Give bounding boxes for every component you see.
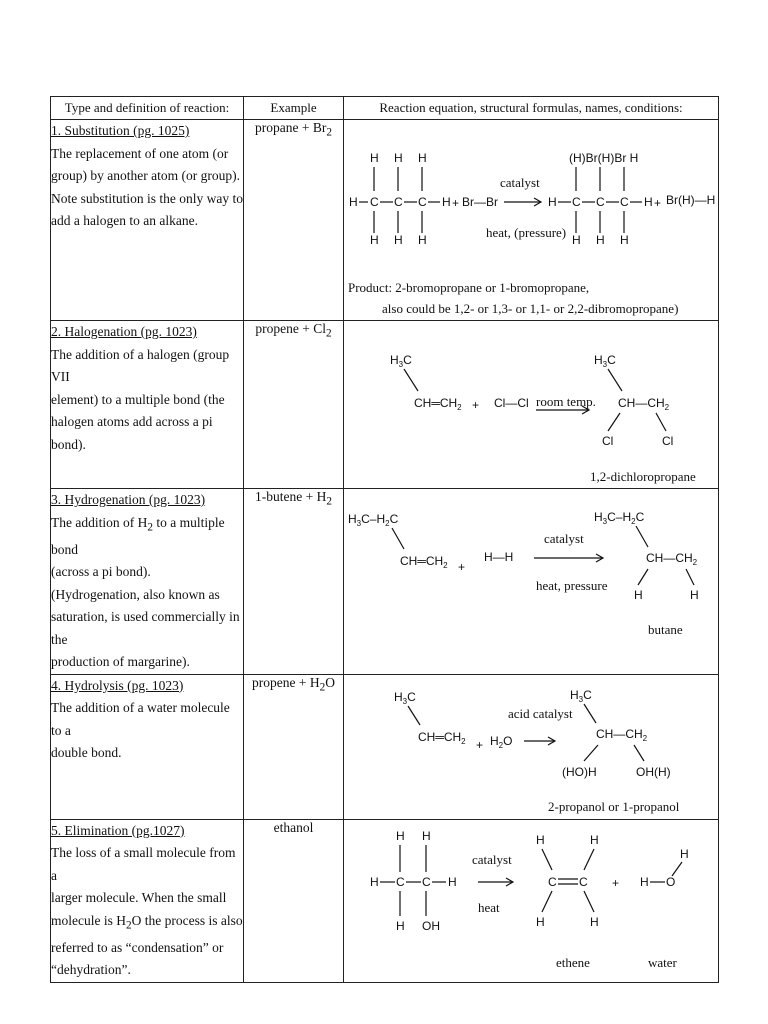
- svg-text:H: H: [536, 832, 545, 847]
- svg-text:H: H: [680, 846, 689, 861]
- definition-line: The addition of a halogen (group VII: [51, 346, 230, 384]
- propane-structure: [349, 151, 451, 247]
- example-cell: 1-butene + $H_2$: [244, 489, 344, 675]
- product-line-2: also could be 1,2- or 1,3- or 1,1- or 2,2-dibromopropane): [382, 301, 679, 316]
- definition-line: production of margarine).: [51, 654, 190, 670]
- svg-text:H: H: [418, 233, 427, 247]
- equation-cell: [344, 819, 719, 982]
- substituent-left: Cl: [602, 434, 614, 448]
- product-name: 2-propanol or 1-propanol: [548, 798, 680, 814]
- definition-line: (across a pi bond).: [51, 564, 151, 580]
- svg-text:O: O: [666, 874, 676, 889]
- reaction-title: 3. Hydrogenation (pg. 1023): [51, 492, 206, 507]
- reactant2: Br—Br: [462, 195, 498, 209]
- svg-text:H3C: $H_3C$: [390, 353, 412, 369]
- definition-line: The addition of $H_2$ to a multiple bond: [51, 514, 225, 557]
- example-cell: propene + $H_2O$: [244, 674, 344, 819]
- plus-sign: +: [612, 875, 620, 890]
- svg-text:H: H: [640, 874, 649, 889]
- definition-line: referred to as “condensation” or: [51, 939, 224, 955]
- svg-text:H3C: $H_3C$: [394, 689, 416, 706]
- definition-line: group) by another atom (or group).: [51, 168, 240, 183]
- definition-line: saturation, is used commercially in the: [51, 609, 240, 647]
- substituent-left: H: [634, 588, 643, 602]
- condition-top: catalyst: [544, 531, 584, 546]
- product-name: butane: [648, 622, 683, 637]
- condition-bottom: heat, pressure: [536, 578, 608, 593]
- equation-cell: [344, 674, 719, 819]
- plus-sign: +: [452, 196, 460, 210]
- row-hydrogenation: [51, 489, 719, 675]
- svg-text:C: C: [370, 195, 379, 209]
- row-elimination: [51, 819, 719, 982]
- svg-text:H: H: [418, 151, 427, 165]
- svg-text:H: H: [620, 233, 629, 247]
- svg-text:H: H: [370, 151, 379, 165]
- definition-cell: [51, 674, 244, 819]
- definition-line: halogen atoms add across a pi bond).: [51, 414, 213, 452]
- condition-top: catalyst: [472, 851, 512, 867]
- svg-text:H: H: [422, 828, 431, 843]
- plus-sign: +: [476, 737, 484, 752]
- svg-text:H3C: $H_3C$: [570, 687, 592, 704]
- plus-sign: +: [458, 560, 466, 574]
- hydrolysis-equation: [344, 675, 718, 819]
- svg-text:H: H: [442, 195, 451, 209]
- hydrogenation-equation: [344, 489, 718, 642]
- svg-text:CH═CH2: $CH═CH_2$: [418, 729, 466, 746]
- definition-line: larger molecule. When the small: [51, 890, 227, 906]
- equation-cell: [344, 120, 719, 321]
- svg-text:C: C: [418, 195, 427, 209]
- elimination-equation: [344, 820, 718, 977]
- svg-text:H2O: $H_2O$: [490, 733, 513, 750]
- condition: room temp.: [536, 394, 596, 409]
- reaction-title: 2. Halogenation (pg. 1023): [51, 324, 197, 339]
- ethanol-structure: [370, 829, 457, 933]
- svg-text:CH—CH2: $CH—CH_2$: [618, 396, 670, 412]
- svg-text:H: H: [572, 233, 581, 247]
- header-example: Example: [244, 97, 344, 120]
- definition-line: add a halogen to an alkane.: [51, 213, 198, 228]
- condition-top: acid catalyst: [508, 705, 573, 721]
- plus-sign: +: [472, 398, 480, 412]
- halogenation-equation: [344, 321, 718, 488]
- svg-text:H3C–H2C: $H_3C-H_2C$: [594, 510, 645, 526]
- header-equation: Reaction equation, structural formulas, names, conditions:: [344, 97, 719, 120]
- equation-cell: [344, 489, 719, 675]
- reaction-table: [50, 96, 719, 983]
- row-halogenation: [51, 321, 719, 489]
- byproduct-name: water: [648, 954, 677, 970]
- definition-cell: [51, 120, 244, 321]
- svg-text:H: H: [394, 233, 403, 247]
- svg-text:C: C: [548, 874, 557, 889]
- ethene-structure: [536, 833, 599, 929]
- svg-text:C: C: [394, 195, 403, 209]
- svg-text:H3C–H2C: $H_3C-H_2C$: [348, 512, 399, 528]
- definition-line: Note substitution is the only way to: [51, 190, 243, 206]
- definition-line: “dehydration”.: [51, 962, 131, 978]
- svg-text:C: C: [620, 195, 629, 209]
- reaction-title: 1. Substitution (pg. 1025): [51, 123, 190, 138]
- definition-line: (Hydrogenation, also known as: [51, 586, 220, 602]
- svg-text:H: H: [394, 151, 403, 165]
- svg-text:C: C: [596, 195, 605, 209]
- example-cell: ethanol: [244, 819, 344, 982]
- definition-line: The addition of a water molecule to a: [51, 700, 230, 738]
- svg-text:H: H: [596, 233, 605, 247]
- definition-cell: [51, 819, 244, 982]
- svg-text:H: H: [644, 195, 653, 209]
- definition-line: The replacement of one atom (or: [51, 145, 229, 161]
- substituent-right: OH(H): [636, 764, 671, 779]
- product-name: 1,2-dichloropropane: [590, 469, 696, 484]
- substituent-right: H: [690, 588, 699, 602]
- svg-text:H: H: [536, 914, 545, 929]
- row-substitution: [51, 120, 719, 321]
- svg-text:H: H: [370, 874, 379, 889]
- svg-text:CH—CH2: $CH—CH_2$: [646, 551, 698, 567]
- svg-text:C: C: [422, 874, 431, 889]
- example-cell: propane + $Br_2$: [244, 120, 344, 321]
- svg-text:CH═CH2: $CH═CH_2$: [400, 554, 448, 570]
- svg-text:CH═CH2: $CH═CH_2$: [414, 396, 462, 412]
- svg-text:H: H: [396, 918, 405, 933]
- condition-bottom: heat, (pressure): [486, 225, 567, 240]
- svg-text:C: C: [396, 874, 405, 889]
- condition-top: catalyst: [500, 175, 540, 190]
- plus-sign: +: [654, 196, 662, 210]
- header-type: Type and definition of reaction:: [51, 97, 244, 120]
- definition-cell: [51, 321, 244, 489]
- substitution-equation: [344, 120, 718, 320]
- svg-text:H: H: [349, 195, 358, 209]
- byproduct: Br(H)—H: [666, 193, 716, 207]
- equation-cell: [344, 321, 719, 489]
- definition-line: element) to a multiple bond (the: [51, 391, 225, 407]
- svg-text:H3C: $H_3C$: [594, 353, 616, 369]
- water-structure: [640, 847, 689, 889]
- reaction-title: 5. Elimination (pg.1027): [51, 822, 185, 838]
- svg-text:H: H: [548, 195, 557, 209]
- svg-text:H: H: [396, 828, 405, 843]
- condition-bottom: heat: [478, 899, 500, 915]
- product-name: ethene: [556, 954, 590, 970]
- reactant2: Cl—Cl: [494, 396, 529, 410]
- header-row: [51, 97, 719, 120]
- substituent-left: (HO)H: [562, 764, 597, 779]
- svg-text:CH—CH2: $CH—CH_2$: [596, 726, 648, 743]
- hydroxyl-label: OH: [422, 918, 440, 933]
- top-labels: (H)Br(H)Br H: [569, 151, 639, 165]
- svg-text:H: H: [448, 874, 457, 889]
- row-hydrolysis: [51, 674, 719, 819]
- definition-cell: [51, 489, 244, 675]
- svg-text:C: C: [572, 195, 581, 209]
- svg-text:H: H: [590, 914, 599, 929]
- substituent-right: Cl: [662, 434, 674, 448]
- svg-text:H: H: [370, 233, 379, 247]
- definition-line: molecule is $H_2O$ the process is also: [51, 912, 243, 932]
- definition-line: double bond.: [51, 745, 122, 761]
- svg-text:H: H: [590, 832, 599, 847]
- example-cell: propene + $Cl_2$: [244, 321, 344, 489]
- product-line-1: Product: 2-bromopropane or 1-bromopropane,: [348, 280, 590, 295]
- svg-text:C: C: [579, 874, 588, 889]
- reaction-title: 4. Hydrolysis (pg. 1023): [51, 677, 184, 693]
- reactant2: H—H: [484, 550, 514, 564]
- definition-line: The loss of a small molecule from a: [51, 845, 236, 883]
